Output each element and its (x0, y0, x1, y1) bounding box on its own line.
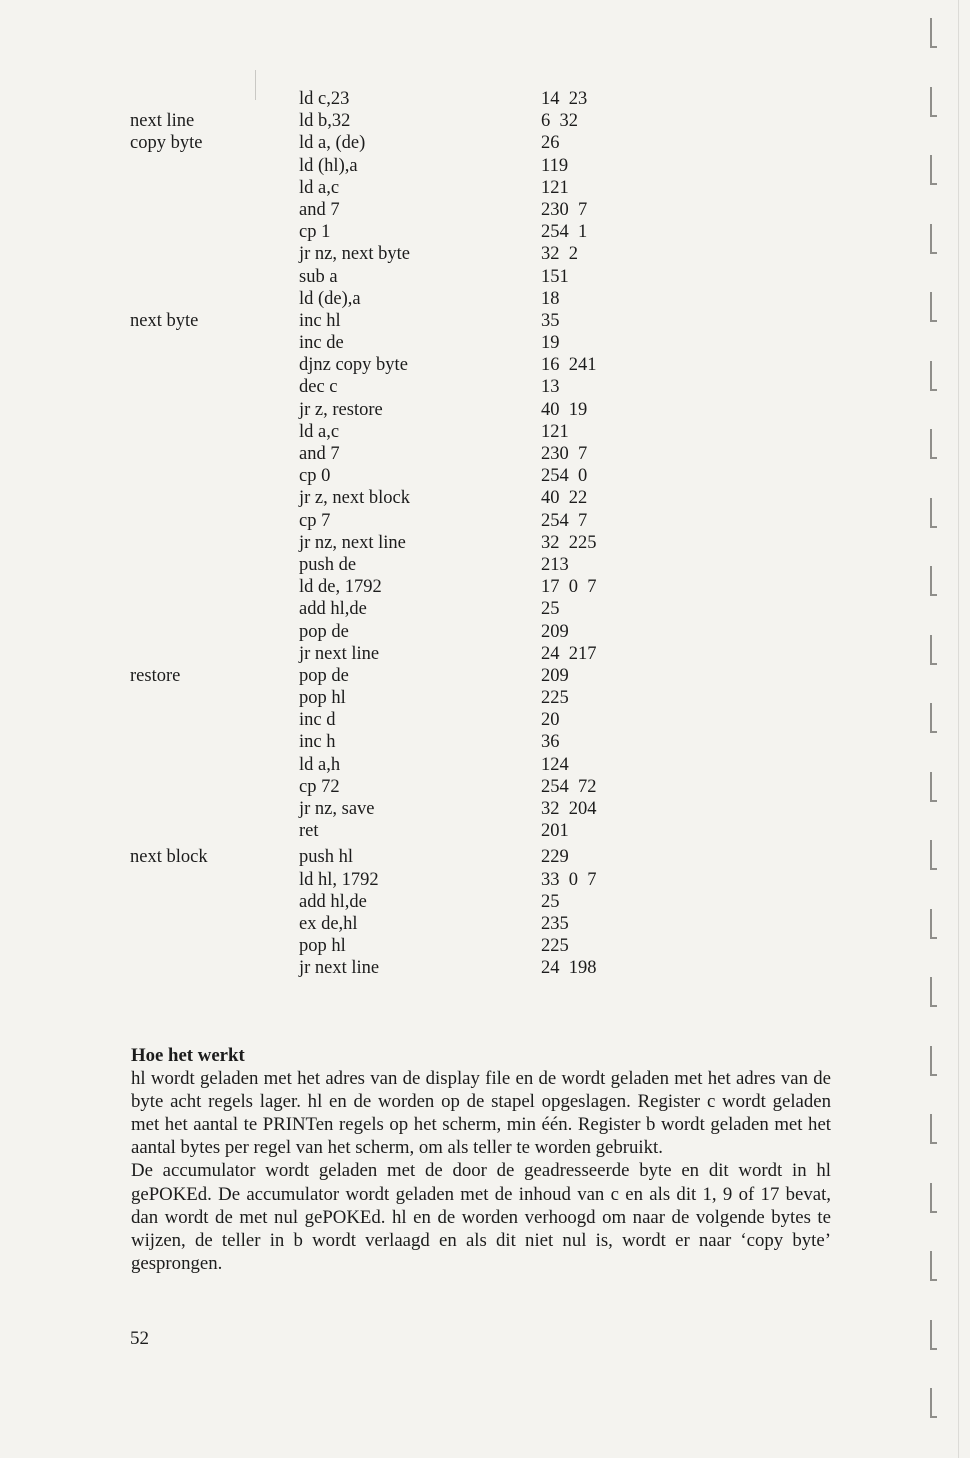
listing-row (0, 199, 970, 221)
binder-tick (930, 292, 932, 322)
listing-row (0, 177, 970, 199)
listing-row (0, 443, 970, 465)
explanation-paragraph-2: De accumulator wordt geladen met de door de geadresseerde byte en dit wordt in hl gePOKEd. De accumulator wordt geladen met de inhoud van c en als dit 1, 9 of 17 bevat, dan wordt de met nul gePOKEd. hl en de worden verhoogd om naar de volgende bytes te wijzen, de teller in b wordt verlaagd en als dit niet nul is, wordt er naar ‘copy byte’ gesprongen. (131, 1160, 831, 1274)
listing-row (0, 754, 970, 776)
binder-tick (930, 1320, 932, 1350)
listing-row (0, 155, 970, 177)
listing-instruction: cp 1 (299, 222, 331, 243)
listing-row (0, 510, 970, 532)
listing-machine-code: 32 2 (541, 244, 578, 265)
listing-instruction: ld (de),a (299, 288, 361, 309)
binder-tick (930, 977, 932, 1007)
listing-instruction: ld c,23 (299, 89, 350, 109)
listing-machine-code: 225 (541, 688, 569, 709)
listing-instruction: ld a, (de) (299, 133, 366, 154)
listing-row (0, 243, 970, 265)
binder-tick (930, 18, 932, 48)
listing-row (0, 869, 970, 891)
listing-label: copy byte (130, 133, 203, 154)
listing-machine-code: 25 (541, 599, 560, 620)
listing-instruction: pop hl (299, 936, 346, 957)
listing-machine-code: 32 225 (541, 532, 597, 553)
binder-tick (930, 1114, 932, 1144)
listing-instruction: sub a (299, 266, 338, 287)
listing-instruction: jr nz, save (299, 799, 375, 819)
listing-row (0, 332, 970, 354)
listing-machine-code: 20 (541, 710, 560, 731)
binder-tick (930, 772, 932, 802)
listing-instruction: ld a,c (299, 177, 340, 198)
listing-row (0, 798, 970, 820)
listing-machine-code: 6 32 (541, 111, 578, 132)
listing-row (0, 731, 970, 753)
listing-row (0, 399, 970, 421)
listing-machine-code: 121 (541, 177, 569, 198)
listing-machine-code: 35 (541, 310, 560, 331)
listing-row (0, 354, 970, 376)
listing-instruction: jr nz, next byte (299, 244, 410, 265)
listing-row (0, 621, 970, 643)
listing-row (0, 891, 970, 913)
listing-machine-code: 16 241 (541, 355, 597, 376)
listing-machine-code: 225 (541, 936, 569, 957)
listing-label: restore (130, 665, 181, 686)
listing-instruction: jr z, next block (299, 488, 410, 509)
listing-row (0, 110, 970, 132)
listing-machine-code: 213 (541, 554, 569, 575)
listing-machine-code: 235 (541, 913, 569, 934)
listing-instruction: and 7 (299, 444, 340, 464)
listing-machine-code: 124 (541, 754, 569, 775)
listing-row (0, 310, 970, 332)
binder-tick (930, 1046, 932, 1076)
listing-row (0, 88, 970, 110)
listing-machine-code: 230 7 (541, 444, 588, 464)
listing-row (0, 576, 970, 598)
binder-tick (930, 429, 932, 459)
listing-instruction: pop de (299, 665, 349, 686)
listing-row (0, 465, 970, 487)
listing-row (0, 132, 970, 154)
listing-machine-code: 119 (541, 155, 569, 176)
binder-tick (930, 224, 932, 254)
listing-instruction: add hl,de (299, 599, 367, 620)
listing-machine-code: 25 (541, 891, 560, 912)
listing-machine-code: 121 (541, 421, 569, 442)
listing-machine-code: 19 (541, 333, 560, 354)
listing-row (0, 598, 970, 620)
listing-row (0, 957, 970, 979)
listing-machine-code: 24 198 (541, 958, 597, 979)
listing-instruction: inc d (299, 710, 336, 731)
listing-instruction: jr next line (299, 958, 380, 979)
listing-machine-code: 254 72 (541, 776, 597, 797)
listing-instruction: ld a,h (299, 754, 341, 775)
listing-row (0, 266, 970, 288)
listing-row (0, 935, 970, 957)
binder-tick (930, 1183, 932, 1213)
listing-instruction: push de (299, 554, 357, 575)
listing-instruction: ld (hl),a (299, 155, 358, 176)
listing-instruction: ld b,32 (299, 111, 351, 132)
listing-row (0, 687, 970, 709)
explanation-section (131, 1044, 831, 1275)
binder-tick (930, 635, 932, 665)
listing-machine-code: 151 (541, 266, 569, 287)
binder-tick (930, 155, 932, 185)
listing-machine-code: 24 217 (541, 643, 597, 664)
binder-tick (930, 498, 932, 528)
binder-tick (930, 840, 932, 870)
binder-tick (930, 87, 932, 117)
listing-instruction: cp 72 (299, 776, 340, 797)
listing-instruction: jr next line (299, 643, 380, 664)
listing-row (0, 487, 970, 509)
listing-row (0, 643, 970, 665)
listing-machine-code: 254 7 (541, 510, 588, 531)
listing-row (0, 846, 970, 868)
listing-machine-code: 13 (541, 377, 560, 398)
listing-machine-code: 209 (541, 665, 569, 686)
listing-machine-code: 40 22 (541, 488, 588, 509)
listing-instruction: inc de (299, 333, 344, 354)
listing-machine-code: 230 7 (541, 199, 588, 220)
listing-row (0, 776, 970, 798)
listing-instruction: djnz copy byte (299, 355, 408, 376)
binder-tick (930, 703, 932, 733)
listing-instruction: cp 0 (299, 466, 331, 487)
listing-row (0, 376, 970, 398)
listing-row (0, 532, 970, 554)
binder-tick (930, 909, 932, 939)
listing-row (0, 820, 970, 842)
explanation-paragraph-1: hl wordt geladen met het adres van de display file en de wordt geladen met het adres van de byte acht regels lager. hl en de worden op de stapel opgeslagen. Register c wordt geladen met het aantal te PRINTen regels op het scherm, min één. Register b wordt geladen met het aantal bytes per regel van het scherm, om als teller te worden gebruikt. (131, 1068, 831, 1159)
listing-row (0, 709, 970, 731)
listing-row (0, 288, 970, 310)
listing-instruction: inc h (299, 732, 336, 753)
assembly-listing (0, 88, 970, 980)
listing-instruction: ex de,hl (299, 913, 358, 934)
listing-instruction: ld a,c (299, 421, 340, 442)
listing-machine-code: 40 19 (541, 399, 588, 420)
listing-instruction: and 7 (299, 199, 340, 220)
listing-instruction: ld de, 1792 (299, 577, 382, 598)
section-heading: Hoe het werkt (131, 1045, 245, 1066)
listing-machine-code: 18 (541, 288, 560, 309)
listing-instruction: dec c (299, 377, 338, 398)
listing-machine-code: 209 (541, 621, 569, 642)
listing-row (0, 913, 970, 935)
binder-tick (930, 361, 932, 391)
listing-machine-code: 254 0 (541, 466, 588, 487)
listing-machine-code: 17 0 7 (541, 577, 597, 598)
listing-row (0, 554, 970, 576)
listing-machine-code: 32 204 (541, 799, 597, 819)
listing-instruction: pop de (299, 621, 349, 642)
listing-instruction: jr nz, next line (299, 532, 406, 553)
listing-instruction: jr z, restore (299, 399, 383, 420)
page-number: 52 (130, 1328, 149, 1349)
listing-machine-code: 36 (541, 732, 560, 753)
listing-machine-code: 26 (541, 133, 560, 154)
listing-machine-code: 254 1 (541, 222, 588, 243)
listing-machine-code: 33 0 7 (541, 869, 597, 890)
listing-row (0, 221, 970, 243)
listing-instruction: push hl (299, 847, 353, 868)
listing-instruction: ld hl, 1792 (299, 869, 379, 890)
binder-tick (930, 1251, 932, 1281)
listing-label: next block (130, 847, 208, 868)
listing-row (0, 665, 970, 687)
listing-machine-code: 14 23 (541, 89, 588, 109)
page-edge (958, 0, 959, 1458)
listing-instruction: ret (299, 821, 319, 842)
listing-machine-code: 201 (541, 821, 569, 842)
listing-label: next line (130, 111, 195, 132)
listing-instruction: pop hl (299, 688, 346, 709)
listing-instruction: inc hl (299, 310, 341, 331)
listing-instruction: cp 7 (299, 510, 331, 531)
binder-tick (930, 566, 932, 596)
binder-tab-marks (925, 0, 945, 1458)
listing-instruction: add hl,de (299, 891, 367, 912)
listing-machine-code: 229 (541, 847, 569, 868)
listing-row (0, 421, 970, 443)
listing-label: next byte (130, 310, 199, 331)
binder-tick (930, 1388, 932, 1418)
